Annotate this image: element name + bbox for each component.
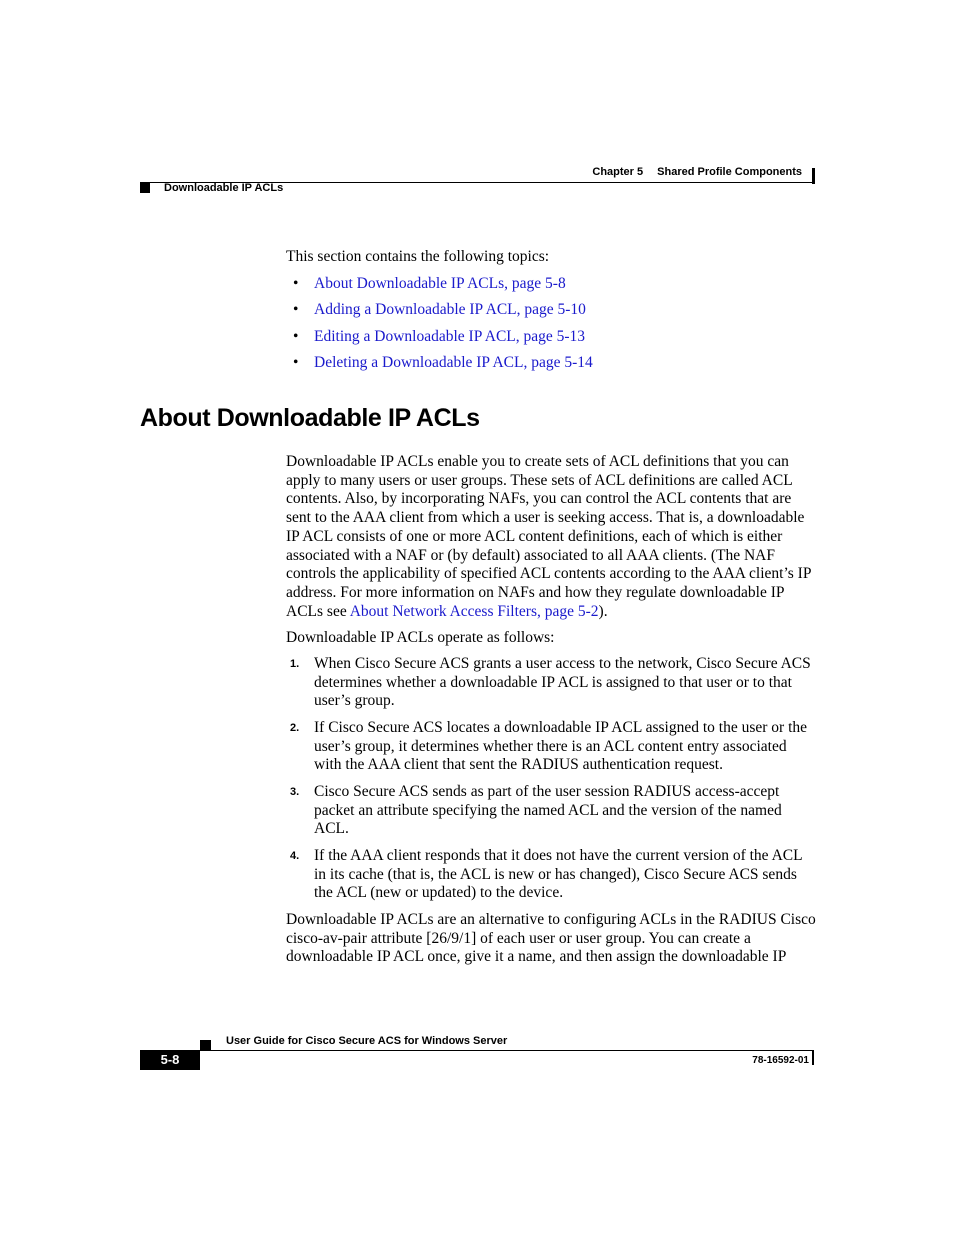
step-number: 2. xyxy=(290,722,300,734)
paragraph1-text: Downloadable IP ACLs enable you to create sets of ACL definitions that you can apply to many users or user groups. These sets of ACL definitions are called ACL contents. Also, by incorporating NAFs, you can control the ACL contents that are sent to the AAA client from which a user is seeking access. That is, a downloadable IP ACL consists of one or more ACL content definitions, each of which is either associated with a NAF or (by default) associated to all AAA clients. (The NAF controls the applicability of specified ACL contents according to the AAA client’s IP address. For more information on NAFs and how they regulate downloadable IP ACLs see xyxy=(286,453,811,620)
topic-link-deleting[interactable]: Deleting a Downloadable IP ACL, page 5-14 xyxy=(314,354,593,371)
step-number: 4. xyxy=(290,850,300,862)
step-text: If Cisco Secure ACS locates a downloadable IP ACL assigned to the user or the user’s group, it determines whether there is an ACL content entry associated with the AAA client that sent the RADIUS authentication request. xyxy=(314,719,808,774)
footer-rule xyxy=(140,1050,814,1051)
topic-link-adding[interactable]: Adding a Downloadable IP ACL, page 5-10 xyxy=(314,301,586,318)
paragraph1-tail: ). xyxy=(598,602,608,620)
description-paragraph xyxy=(286,453,816,621)
topic-item xyxy=(293,328,585,347)
bullet-icon: • xyxy=(293,354,299,371)
running-header-chapter xyxy=(592,166,802,178)
section-heading: About Downloadable IP ACLs xyxy=(140,404,480,432)
topic-link-about[interactable]: About Downloadable IP ACLs, page 5-8 xyxy=(314,275,566,292)
footer-vertical-bar xyxy=(812,1051,814,1065)
page-number: 5-8 xyxy=(160,1052,180,1067)
naf-link[interactable]: About Network Access Filters, page 5-2 xyxy=(349,602,599,620)
topic-item xyxy=(293,275,566,294)
step-item xyxy=(286,655,816,711)
chapter-number: Chapter 5 xyxy=(592,166,644,178)
intro-text: This section contains the following topics: xyxy=(286,248,550,265)
topic-link-editing[interactable]: Editing a Downloadable IP ACL, page 5-13 xyxy=(314,328,586,345)
topic-item xyxy=(293,354,593,373)
bullet-icon: • xyxy=(293,275,299,292)
step-text: If the AAA client responds that it does not have the current version of the ACL in its cache (that is, the ACL is new or has changed), Cisco Secure ACS sends the ACL (new or updated) to the device. xyxy=(314,847,802,902)
chapter-title: Shared Profile Components xyxy=(657,166,802,178)
running-header-section: Downloadable IP ACLs xyxy=(164,182,284,194)
topic-item xyxy=(293,301,586,320)
step-item xyxy=(286,719,816,775)
operation-intro: Downloadable IP ACLs operate as follows: xyxy=(286,629,555,646)
step-text: When Cisco Secure ACS grants a user access to the network, Cisco Secure ACS determines whether a downloadable IP ACL is assigned to that user or to that user’s group. xyxy=(314,655,811,710)
footer-guide-title: User Guide for Cisco Secure ACS for Windows Server xyxy=(226,1035,508,1047)
document-number: 78-16592-01 xyxy=(752,1055,809,1066)
step-item xyxy=(286,847,816,903)
alternative-paragraph: Downloadable IP ACLs are an alternative to configuring ACLs in the RADIUS Cisco cisco-av-pair attribute [26/9/1] of each user or user group. You can create a downloadable IP ACL once, give it a name, and then assign the downloadable IP xyxy=(286,911,816,966)
step-number: 3. xyxy=(290,786,300,798)
bullet-icon: • xyxy=(293,328,299,345)
step-text: Cisco Secure ACS sends as part of the user session RADIUS access-accept packet an attribute specifying the named ACL and the version of the named ACL. xyxy=(314,783,782,838)
bullet-icon: • xyxy=(293,301,299,318)
step-item xyxy=(286,783,816,839)
header-square-marker xyxy=(140,183,150,193)
step-number: 1. xyxy=(290,658,300,670)
